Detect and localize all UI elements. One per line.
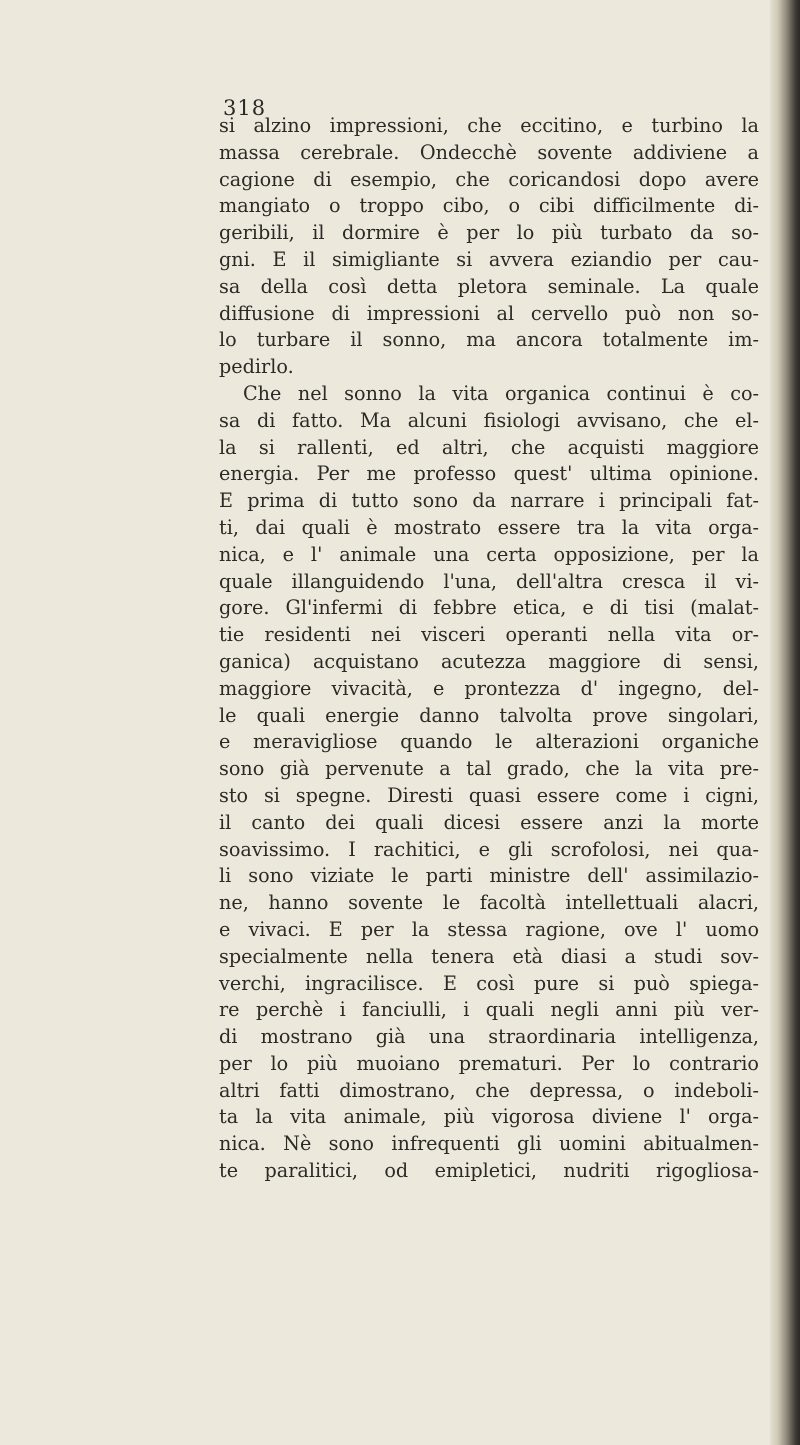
- text-line: verchi, ingracilisce. E così pure si può spiega-: [219, 971, 759, 995]
- text-line: lo turbare il sonno, ma ancora totalmente im-: [219, 328, 759, 352]
- text-line: Che nel sonno la vita organica continui è co-: [243, 381, 759, 405]
- text-line: li sono viziate le parti ministre dell' assimilazio-: [219, 864, 759, 888]
- page-number: 318: [223, 96, 267, 120]
- text-line: le quali energie danno talvolta prove singolari,: [219, 703, 759, 727]
- text-line: ne, hanno sovente le facoltà intellettuali alacri,: [219, 891, 759, 915]
- text-line: maggiore vivacità, e prontezza d' ingegno, del-: [219, 676, 759, 700]
- text-line: sa della così detta pletora seminale. La quale: [219, 274, 759, 298]
- text-line: pedirlo.: [219, 355, 294, 379]
- page-binding-edge: [770, 0, 800, 1445]
- text-line: sa di fatto. Ma alcuni fisiologi avvisano, che el-: [219, 408, 759, 432]
- text-line: ti, dai quali è mostrato essere tra la vita orga-: [219, 515, 759, 539]
- text-line: E prima di tutto sono da narrare i principali fat-: [219, 489, 759, 513]
- text-line: nica. Nè sono infrequenti gli uomini abitualmen-: [219, 1132, 759, 1156]
- text-line: sono già pervenute a tal grado, che la vita pre-: [219, 757, 759, 781]
- text-line: nica, e l' animale una certa opposizione, per la: [219, 542, 759, 566]
- text-line: geribili, il dormire è per lo più turbato da so-: [219, 221, 759, 245]
- text-line: per lo più muoiano prematuri. Per lo contrario: [219, 1051, 759, 1075]
- text-line: ta la vita animale, più vigorosa diviene l' orga-: [219, 1105, 759, 1129]
- text-line: ganica) acquistano acutezza maggiore di sensi,: [219, 649, 759, 673]
- body-text: [219, 113, 759, 1185]
- text-line: sto si spegne. Diresti quasi essere come i cigni,: [219, 783, 759, 807]
- text-line: il canto dei quali dicesi essere anzi la morte: [219, 810, 759, 834]
- text-line: specialmente nella tenera età diasi a studi sov-: [219, 944, 759, 968]
- text-line: soavissimo. I rachitici, e gli scrofolosi, nei qua-: [219, 837, 759, 861]
- text-line: altri fatti dimostrano, che depressa, o indeboli-: [219, 1078, 759, 1102]
- text-line: te paralitici, od emipletici, nudriti rigogliosa-: [219, 1159, 759, 1183]
- text-line: di mostrano già una straordinaria intelligenza,: [219, 1025, 759, 1049]
- text-line: gni. E il simigliante si avvera eziandio per cau-: [219, 247, 759, 271]
- text-line: quale illanguidendo l'una, dell'altra cresca il vi-: [219, 569, 759, 593]
- text-line: e meravigliose quando le alterazioni organiche: [219, 730, 759, 754]
- text-line: la si rallenti, ed altri, che acquisti maggiore: [219, 435, 759, 459]
- text-line: re perchè i fanciulli, i quali negli anni più ver-: [219, 998, 759, 1022]
- text-line: energia. Per me professo quest' ultima opinione.: [219, 462, 759, 486]
- text-line: mangiato o troppo cibo, o cibi difficilmente di-: [219, 194, 759, 218]
- text-line: diffusione di impressioni al cervello può non so-: [219, 301, 759, 325]
- text-line: cagione di esempio, che coricandosi dopo avere: [219, 167, 759, 191]
- text-line: e vivaci. E per la stessa ragione, ove l' uomo: [219, 917, 759, 941]
- text-line: gore. Gl'infermi di febbre etica, e di tisi (malat-: [219, 596, 759, 620]
- text-line: massa cerebrale. Ondecchè sovente addiviene a: [219, 140, 759, 164]
- text-line: tie residenti nei visceri operanti nella vita or-: [219, 623, 759, 647]
- text-line: si alzino impressioni, che eccitino, e turbino la: [219, 114, 759, 137]
